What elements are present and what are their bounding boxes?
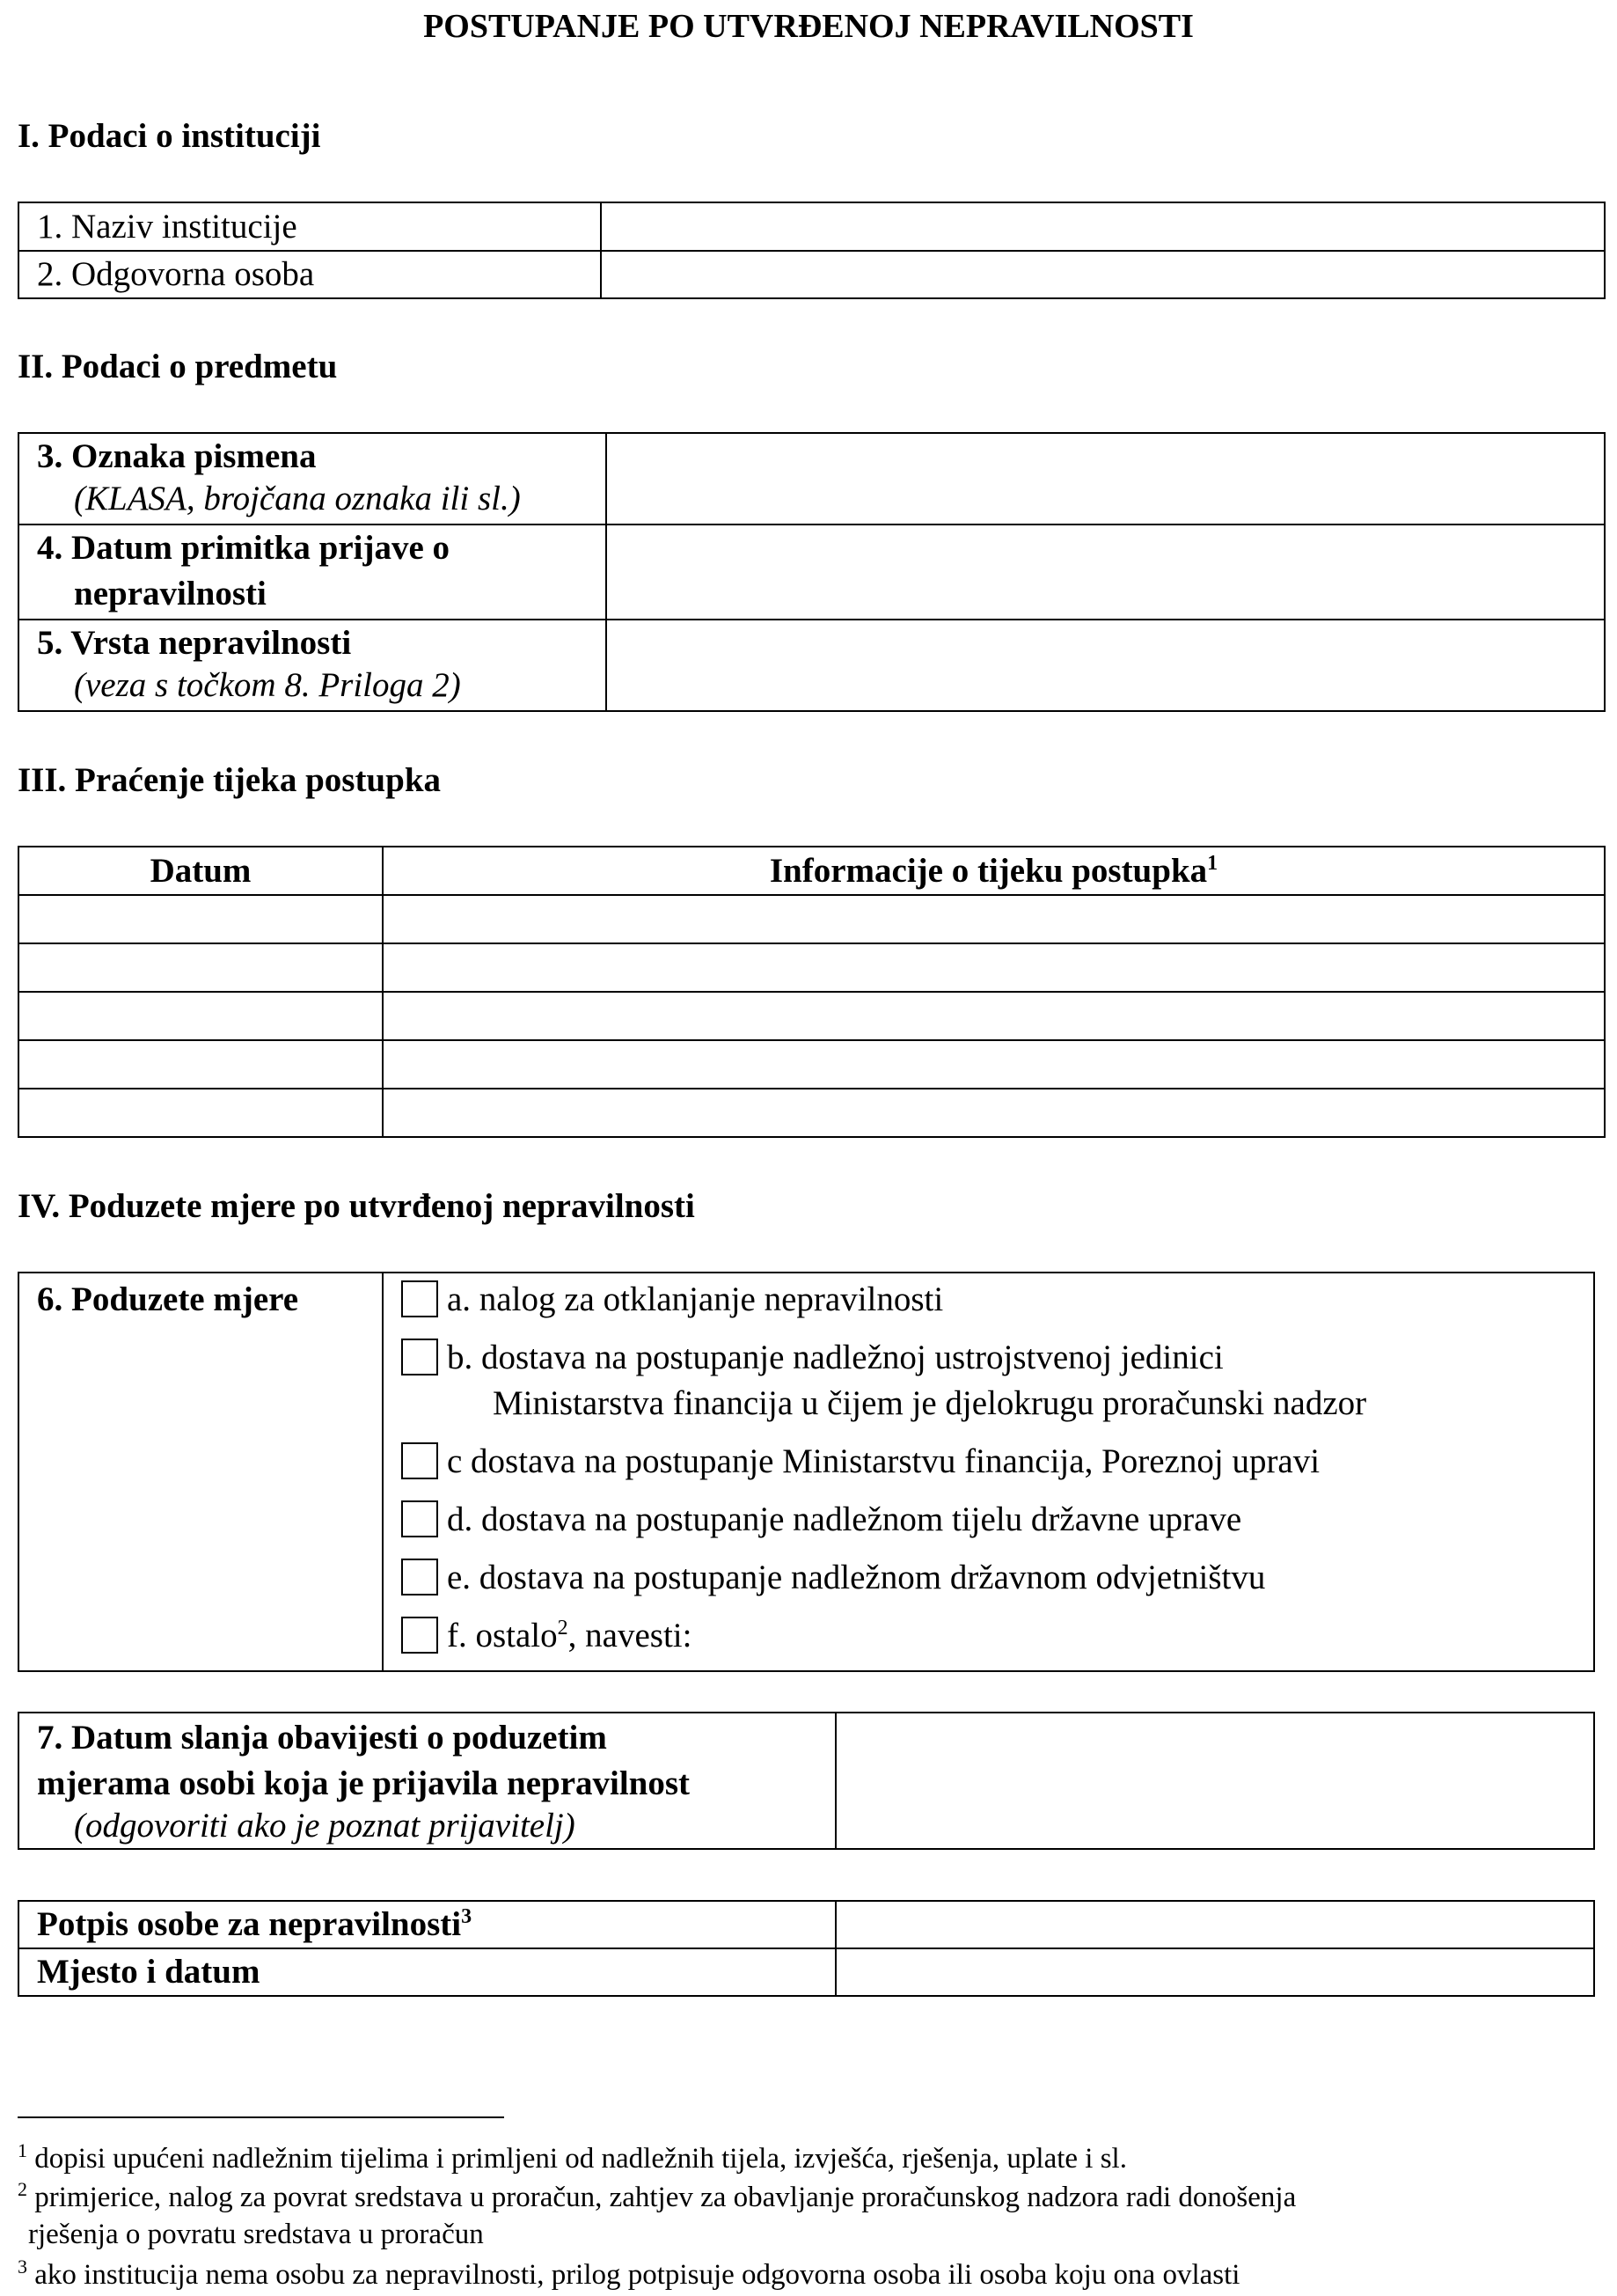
report-date-cell: [18, 524, 606, 620]
footnote-ref-3: 3: [461, 1905, 472, 1928]
page-title: POSTUPANJE PO UTVRĐENOJ NEPRAVILNOSTI: [423, 8, 1194, 45]
measures-label: 6. Poduzete mjere: [18, 1273, 383, 1671]
footnote-2-number: 2: [18, 2178, 27, 2200]
irregularity-type-cell: [18, 620, 606, 711]
footnote-ref-1: 1: [1207, 851, 1218, 875]
notification-date-label-2: mjerama osobi koja je prijavila nepravilnost: [37, 1764, 691, 1802]
notification-date-note: (odgovoriti ako je poznat prijavitelj): [74, 1807, 575, 1845]
footnote-ref-2: 2: [557, 1617, 568, 1639]
checkbox-b[interactable]: [401, 1339, 438, 1375]
document-mark-cell: [18, 433, 606, 524]
checkbox-c[interactable]: [401, 1442, 438, 1479]
institution-name-field[interactable]: [601, 202, 1605, 251]
info-cell[interactable]: [383, 992, 1605, 1040]
footnote-2-text: primjerice, nalog za povrat sredstava u proračun, zahtjev za obavljanje proračunskog nadzora radi donošenja: [34, 2182, 1297, 2213]
subject-table: [18, 432, 1606, 712]
footnote-3: [18, 2256, 1240, 2293]
checkbox-d[interactable]: [401, 1500, 438, 1537]
date-column-header: Datum: [18, 847, 383, 895]
option-d[interactable]: [401, 1497, 1593, 1543]
institution-name-label: 1. Naziv institucije: [18, 202, 601, 251]
institution-table: [18, 202, 1606, 299]
info-column-header: [383, 847, 1605, 895]
checkbox-e[interactable]: [401, 1559, 438, 1595]
measures-table: [18, 1272, 1595, 1672]
footnote-3-number: 3: [18, 2256, 27, 2278]
document-mark-field[interactable]: [606, 433, 1605, 524]
option-b[interactable]: [401, 1335, 1593, 1427]
irregularity-type-note: (veza s točkom 8. Priloga 2): [74, 666, 461, 704]
option-a-label: a. nalog za otklanjanje nepravilnosti: [447, 1280, 944, 1318]
date-cell[interactable]: [18, 992, 383, 1040]
document-mark-note: (KLASA, brojčana oznaka ili sl.): [74, 480, 521, 517]
section-4-heading: IV. Poduzete mjere po utvrđenoj nepravilnosti: [18, 1187, 695, 1225]
notification-date-label: 7. Datum slanja obavijesti o poduzetim: [37, 1719, 607, 1757]
date-cell[interactable]: [18, 895, 383, 943]
option-d-label: d. dostava na postupanje nadležnom tijelu državne uprave: [447, 1500, 1242, 1538]
checkbox-f[interactable]: [401, 1617, 438, 1654]
date-cell[interactable]: [18, 1089, 383, 1137]
option-c-label: c dostava na postupanje Ministarstvu financija, Poreznoj upravi: [447, 1442, 1321, 1480]
footnote-2: [18, 2179, 1296, 2253]
responsible-person-label: 2. Odgovorna osoba: [18, 251, 601, 298]
responsible-person-field[interactable]: [601, 251, 1605, 298]
info-cell[interactable]: [383, 1089, 1605, 1137]
info-cell[interactable]: [383, 943, 1605, 992]
document-mark-label: 3. Oznaka pismena: [37, 437, 317, 475]
option-b-line-1: b. dostava na postupanje nadležnoj ustrojstvenoj jedinici: [447, 1339, 1224, 1376]
footnote-1-number: 1: [18, 2139, 27, 2161]
section-3-heading: III. Praćenje tijeka postupka: [18, 761, 442, 799]
report-date-label: 4. Datum primitka prijave o: [37, 529, 450, 567]
notification-date-cell: [18, 1713, 836, 1849]
report-date-field[interactable]: [606, 524, 1605, 620]
option-e[interactable]: [401, 1555, 1593, 1601]
irregularity-type-field[interactable]: [606, 620, 1605, 711]
footnote-1-text: dopisi upućeni nadležnim tijelima i primljeni od nadležnih tijela, izvješća, rješenja, uplate i sl.: [34, 2143, 1127, 2175]
checkbox-a[interactable]: [401, 1280, 438, 1317]
option-a[interactable]: [401, 1277, 1593, 1323]
signature-label: Potpis osobe za nepravilnosti: [37, 1905, 462, 1943]
section-1-heading: I. Podaci o instituciji: [18, 117, 321, 155]
info-column-header-text: Informacije o tijeku postupka: [769, 851, 1208, 890]
date-cell[interactable]: [18, 943, 383, 992]
date-cell[interactable]: [18, 1040, 383, 1089]
report-date-label-2: nepravilnosti: [74, 575, 267, 613]
info-cell[interactable]: [383, 1040, 1605, 1089]
option-b-line-2: Ministarstva financija u čijem je djelokrugu proračunski nadzor: [493, 1384, 1367, 1422]
signature-label-cell: [18, 1901, 836, 1948]
measures-options: [383, 1273, 1594, 1671]
signature-table: [18, 1900, 1595, 1997]
option-f[interactable]: [401, 1613, 1593, 1659]
option-b-label: [447, 1335, 1366, 1427]
place-date-field[interactable]: [836, 1948, 1594, 1996]
option-f-after: , navesti:: [567, 1617, 692, 1654]
place-date-label: Mjesto i datum: [18, 1948, 836, 1996]
footnote-2-text-2: rješenja o povratu sredstava u proračun: [28, 2219, 484, 2250]
signature-field[interactable]: [836, 1901, 1594, 1948]
procedure-tracking-table: [18, 846, 1606, 1138]
footnote-1: [18, 2140, 1127, 2177]
option-f-text: f. ostalo: [447, 1617, 558, 1654]
irregularity-type-label: 5. Vrsta nepravilnosti: [37, 624, 352, 662]
notification-date-field[interactable]: [836, 1713, 1594, 1849]
footnote-separator: [18, 2116, 504, 2118]
notification-date-table: [18, 1712, 1595, 1850]
section-2-heading: II. Podaci o predmetu: [18, 348, 338, 385]
option-f-label: [447, 1613, 691, 1659]
option-c[interactable]: [401, 1439, 1593, 1485]
info-cell[interactable]: [383, 895, 1605, 943]
footnote-3-text: ako institucija nema osobu za nepravilnosti, prilog potpisuje odgovorna osoba ili osoba koju ona ovlasti: [34, 2259, 1240, 2291]
option-e-label: e. dostava na postupanje nadležnom državnom odvjetništvu: [447, 1559, 1266, 1596]
